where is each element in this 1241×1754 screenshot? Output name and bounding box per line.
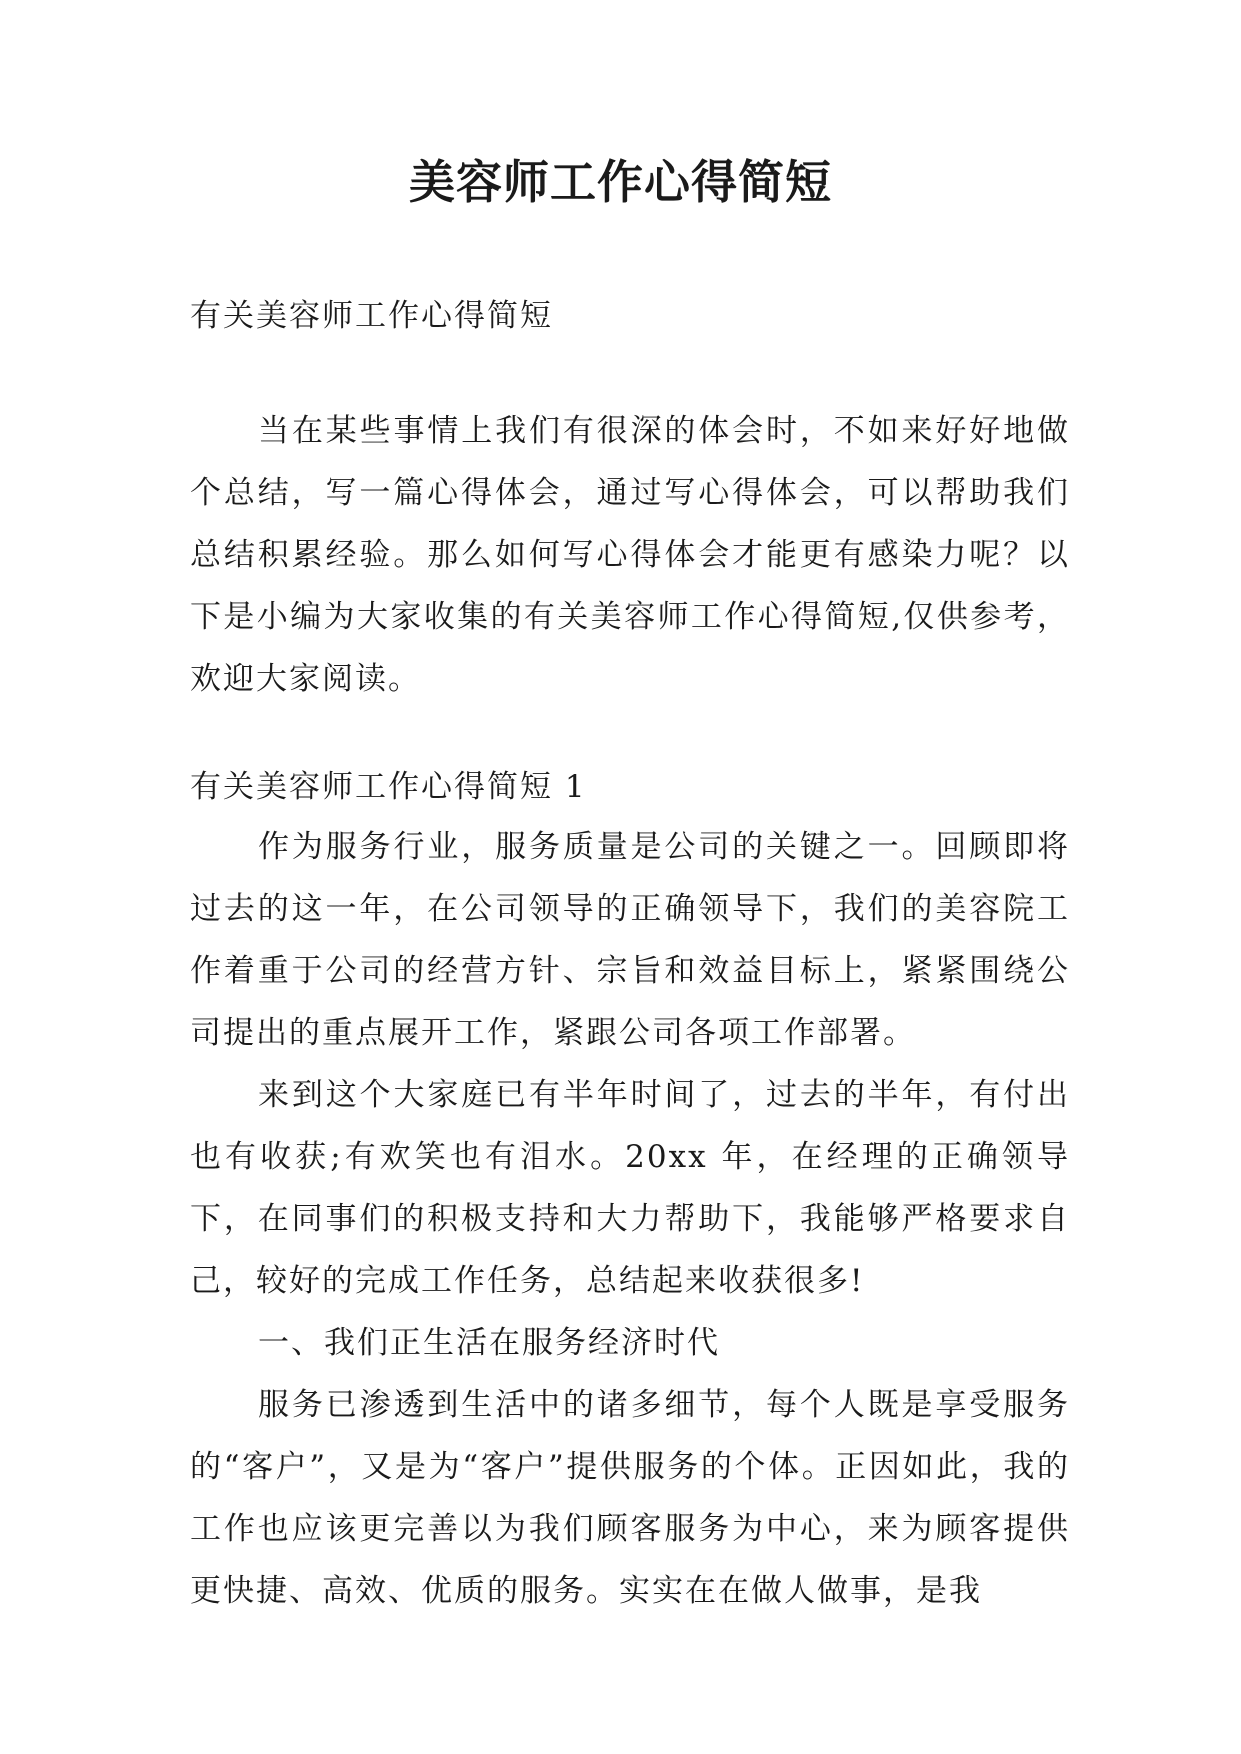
body-paragraph: 服务已渗透到生活中的诸多细节，每个人既是享受服务的“客户”，又是为“客户”提供服务的个体。正因如此，我的工作也应该更完善以为我们顾客服务为中心，来为顾客提供更快捷、高效、优质的服务。实实在在做人做事，是我 — [190, 1387, 1070, 1609]
section-heading: 有关美容师工作心得简短 1 — [190, 769, 587, 805]
intro-paragraph: 当在某些事情上我们有很深的体会时，不如来好好地做个总结，写一篇心得体会，通过写心得体会，可以帮助我们总结积累经验。那么如何写心得体会才能更有感染力呢？以下是小编为大家收集的有关美容师工作心得简短,仅供参考，欢迎大家阅读。 — [190, 413, 1070, 697]
body-paragraph: 来到这个大家庭已有半年时间了，过去的半年，有付出也有收获;有欢笑也有泪水。20xx 年，在经理的正确领导下，在同事们的积极支持和大力帮助下，我能够严格要求自己，较好的完成工作任务，总结起来收获很多! — [190, 1077, 1070, 1299]
section-body — [190, 816, 1070, 1622]
body-paragraph: 作为服务行业，服务质量是公司的关键之一。回顾即将过去的这一年，在公司领导的正确领导下，我们的美容院工作着重于公司的经营方针、宗旨和效益目标上，紧紧围绕公司提出的重点展开工作，紧跟公司各项工作部署。 — [190, 829, 1070, 1051]
document-subtitle: 有关美容师工作心得简短 — [190, 298, 553, 334]
body-subheading: 一、我们正生活在服务经济时代 — [258, 1325, 720, 1361]
document-title: 美容师工作心得简短 — [409, 155, 832, 209]
